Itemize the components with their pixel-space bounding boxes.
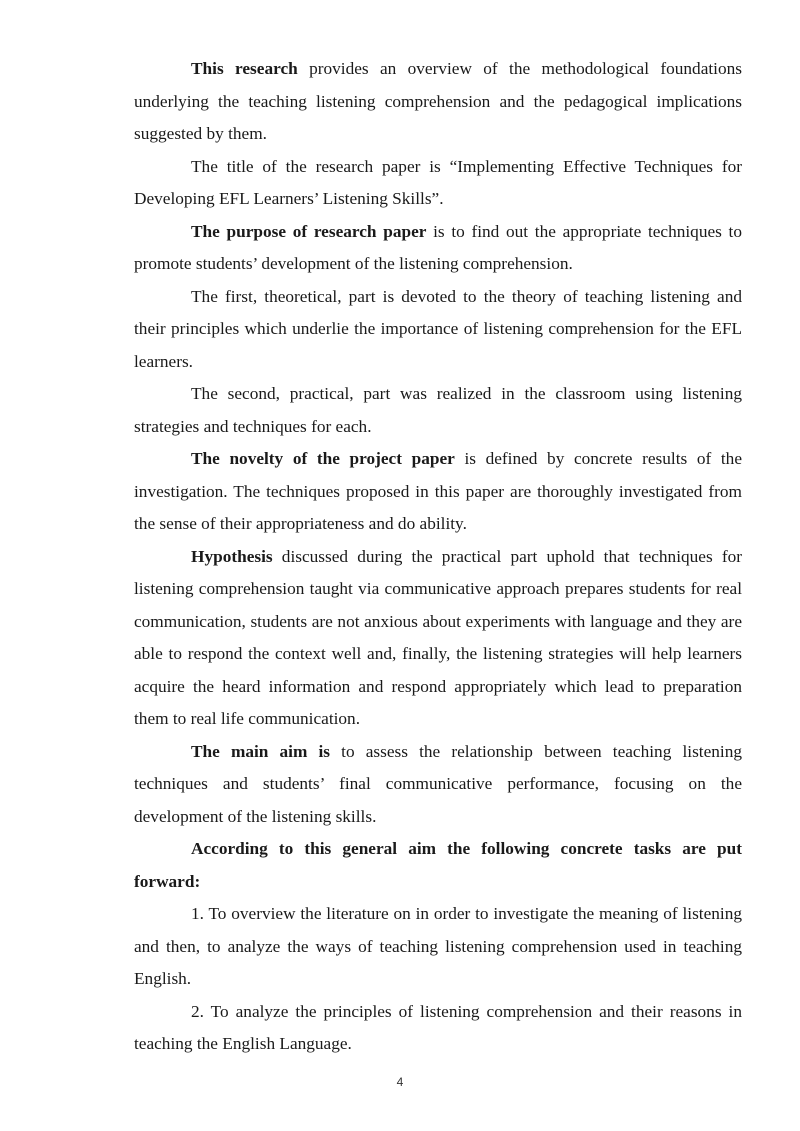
paragraph-task-1 (134, 898, 742, 996)
paragraph-text: The second, practical, part was realized in the classroom using listening strategies and techniques for each. (134, 384, 742, 436)
paragraph-novelty (134, 443, 742, 541)
paragraph-practical-part (134, 378, 742, 443)
paragraph-main-aim (134, 736, 742, 834)
paragraph-text: provides an overview of the methodological foundations underlying the teaching listening comprehension and the pedagogical implications suggested by them. (134, 59, 742, 143)
paragraph-text: The first, theoretical, part is devoted to the theory of teaching listening and their principles which underlie the importance of listening comprehension for the EFL learners. (134, 286, 742, 371)
paragraph-purpose (134, 216, 742, 281)
paragraph-lead-bold: The novelty of the project paper (191, 449, 455, 468)
paragraph-hypothesis (134, 541, 742, 736)
paragraph-text: 1. To overview the literature on in order to investigate the meaning of listening and then, to analyze the ways of teaching listening comprehension used in teaching English. (134, 904, 742, 988)
paragraph-lead-bold: The main aim is (191, 741, 331, 761)
paragraph-research-overview (134, 53, 742, 151)
paragraph-tasks-heading (134, 833, 742, 898)
paragraph-lead-bold: The purpose of research paper (191, 221, 427, 241)
paragraph-title (134, 151, 742, 216)
paragraph-text: discussed during the practical part uphold that techniques for listening comprehension taught via communicative approach prepares students for real communication, students are not anxious about experiments with language and they are able to respond the context well and, finally, the listening strategies will help learners acquire the heard information and respond appropriately which lead to preparation them to real life communication. (134, 546, 742, 728)
paragraph-text: is to find out the appropriate techniques to promote students’ development of the listening comprehension. (134, 221, 742, 273)
paragraph-text: is defined by concrete results of the investigation. The techniques proposed in this paper are thoroughly investigated from the sense of their appropriateness and do ability. (134, 449, 742, 533)
paragraph-task-2 (134, 996, 742, 1061)
paragraph-text: to assess the relationship between teaching listening techniques and students’ final communicative performance, focusing on the development of the listening skills. (134, 741, 742, 826)
paragraph-text: 2. To analyze the principles of listening comprehension and their reasons in teaching the English Language. (134, 1001, 742, 1053)
paragraph-text: The title of the research paper is “Implementing Effective Techniques for Developing EFL Learners’ Listening Skills”. (134, 156, 742, 208)
paragraph-lead-bold: This research (191, 59, 298, 78)
page-number: 4 (396, 1075, 404, 1089)
document-body (134, 53, 742, 1061)
paragraph-theoretical-part (134, 281, 742, 379)
paragraph-lead-bold: According to this general aim the following concrete tasks are put forward: (134, 839, 742, 891)
paragraph-lead-bold: Hypothesis (191, 546, 273, 566)
